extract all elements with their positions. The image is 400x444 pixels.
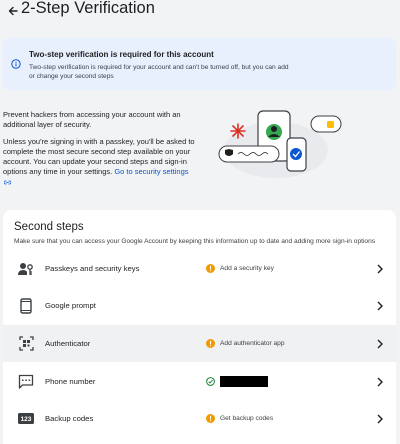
- back-button[interactable]: [4, 2, 22, 20]
- qr-code-icon: [17, 335, 35, 353]
- row-passkeys-label: Passkeys and security keys: [45, 264, 140, 273]
- row-passkeys-status: Add a security key: [206, 264, 274, 273]
- svg-text:123: 123: [20, 416, 32, 424]
- row-authenticator-status: Add authenticator app: [206, 339, 285, 348]
- chevron-right-icon: [376, 377, 384, 387]
- external-link-icon: [4, 180, 11, 185]
- intro-paragraph-2-text: Unless you're signing in with a passkey, you'll be asked to complete the most secure second step available on your account. You can update your second steps and sign-in options any time in your settings.: [3, 137, 195, 176]
- info-icon: [11, 59, 21, 69]
- top-bar: [0, 0, 400, 24]
- chevron-right-icon: [376, 414, 384, 424]
- row-authenticator[interactable]: [3, 325, 396, 362]
- row-authenticator-label: Authenticator: [45, 339, 91, 348]
- second-steps-title: Second steps: [14, 221, 84, 233]
- redacted-phone-number: [220, 376, 268, 387]
- row-phone-number[interactable]: [3, 363, 396, 400]
- info-banner-title: Two-step verification is required for this account: [29, 50, 214, 59]
- row-google-prompt[interactable]: [3, 287, 396, 324]
- chevron-right-icon: [376, 264, 384, 274]
- warning-icon: [206, 264, 215, 273]
- arrow-back-icon: [8, 6, 18, 16]
- phone-icon: [17, 297, 35, 315]
- row-phone-number-status: [206, 376, 268, 387]
- backup-codes-icon: [17, 410, 35, 428]
- intro-paragraph-1: Prevent hackers from accessing your account with an additional layer of security.: [3, 110, 181, 129]
- warning-icon: [206, 339, 215, 348]
- passkey-icon: [17, 260, 35, 278]
- sms-icon: [17, 373, 35, 391]
- row-backup-codes-status: Get backup codes: [206, 414, 273, 423]
- warning-icon: [206, 414, 215, 423]
- info-banner-text: Two-step verification is required for your account and can't be turned off, but you can add or change your second steps: [29, 64, 289, 80]
- security-settings-link[interactable]: Go to security settings: [3, 167, 189, 186]
- row-backup-codes[interactable]: [3, 400, 396, 437]
- check-circle-icon: [206, 377, 215, 386]
- row-backup-codes-label: Backup codes: [45, 414, 94, 423]
- row-phone-number-label: Phone number: [45, 377, 96, 386]
- page-title: 2-Step Verification: [21, 0, 155, 17]
- chevron-right-icon: [376, 301, 384, 311]
- security-illustration: [216, 108, 346, 183]
- intro-paragraph-2: [3, 137, 196, 187]
- row-passkeys[interactable]: [3, 250, 396, 287]
- intro-text: [3, 110, 196, 194]
- chevron-right-icon: [376, 339, 384, 349]
- second-steps-description: Make sure that you can access your Google Account by keeping this information up to date and adding more sign-in options: [14, 238, 376, 245]
- asterisk-icon: [231, 124, 245, 138]
- row-google-prompt-label: Google prompt: [45, 301, 96, 310]
